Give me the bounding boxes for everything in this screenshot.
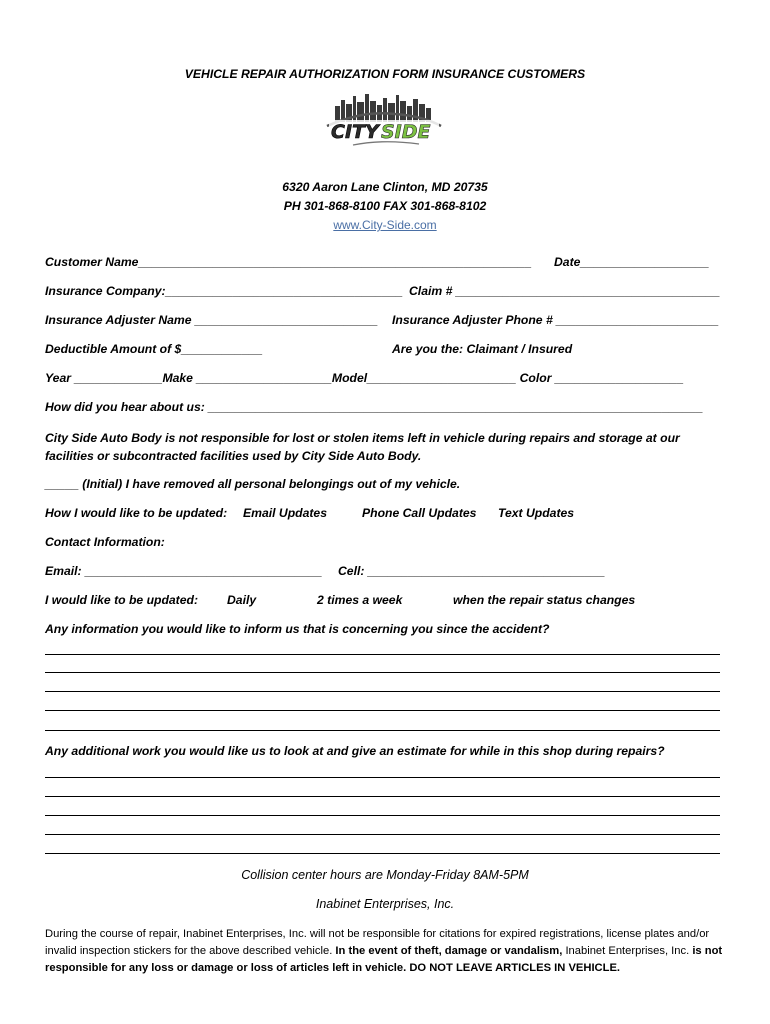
liability-disclaimer: City Side Auto Body is not responsible for lost or stolen items left in vehicle during repairs and storage at our facilities or subcontracted facilities used by City Side Auto Body.	[45, 431, 680, 463]
fine-print-text-1: During the course of repair, Inabinet Enterprises, Inc. will not be responsible for citations for expired registrations, license plates and/or invalid inspection stickers for the above described vehicle.	[45, 928, 710, 957]
address-line-2: PH 301-868-8100 FAX 301-868-8102	[283, 199, 487, 213]
website-link[interactable]: www.City-Side.com	[333, 218, 437, 232]
answer-line[interactable]	[45, 796, 720, 797]
vehicle-info-field[interactable]: Year _____________Make ____________________Model______________________ Color ___________________	[45, 371, 684, 385]
claim-number-field[interactable]: Claim # _______________________________________	[409, 284, 721, 298]
insurance-company-field[interactable]: Insurance Company:___________________________________	[45, 284, 403, 298]
answer-line[interactable]	[45, 672, 720, 673]
answer-line[interactable]	[45, 654, 720, 655]
adjuster-name-field[interactable]: Insurance Adjuster Name ___________________________	[45, 313, 378, 327]
additional-work-question: Any additional work you would like us to look at and give an estimate for while in this shop during repairs?	[45, 744, 665, 758]
date-field[interactable]: Date___________________	[554, 255, 710, 269]
cityside-logo	[323, 92, 445, 150]
contact-info-label: Contact Information:	[45, 535, 165, 549]
fine-print-bold-1: In the event of theft, damage or vandalism,	[335, 945, 563, 957]
referral-source-field[interactable]: How did you hear about us: _________________________________________________________________________	[45, 400, 703, 414]
business-hours: Collision center hours are Monday-Friday 8AM-5PM	[241, 868, 529, 882]
option-daily[interactable]: Daily	[227, 593, 257, 607]
update-method-label: How I would like to be updated:	[45, 506, 228, 520]
customer-name-field[interactable]: Customer Name__________________________________________________________	[45, 255, 532, 269]
accident-info-question: Any information you would like to inform us that is concerning you since the accident?	[45, 622, 550, 636]
email-field[interactable]: Email: ___________________________________	[45, 564, 323, 578]
svg-text:SIDE: SIDE	[381, 121, 431, 143]
cell-field[interactable]: Cell: ___________________________________	[338, 564, 606, 578]
adjuster-phone-field[interactable]: Insurance Adjuster Phone # ________________________	[392, 313, 719, 327]
address-line-1: 6320 Aaron Lane Clinton, MD 20735	[282, 180, 488, 194]
option-text-updates[interactable]: Text Updates	[498, 506, 575, 520]
answer-line[interactable]	[45, 730, 720, 731]
option-phone-call-updates[interactable]: Phone Call Updates	[362, 506, 477, 520]
claimant-insured-choice[interactable]: Are you the: Claimant / Insured	[392, 342, 573, 356]
answer-line[interactable]	[45, 853, 720, 854]
option-status-changes[interactable]: when the repair status changes	[453, 593, 636, 607]
svg-text:CITY: CITY	[331, 121, 379, 143]
initial-belongings-field[interactable]: _____ (Initial) I have removed all personal belongings out of my vehicle.	[45, 477, 461, 491]
answer-line[interactable]	[45, 710, 720, 711]
answer-line[interactable]	[45, 834, 720, 835]
deductible-field[interactable]: Deductible Amount of $____________	[45, 342, 263, 356]
answer-line[interactable]	[45, 691, 720, 692]
fine-print-bold-2: is not responsible for any loss or damage or loss of articles left in vehicle. DO NOT LEAVE ARTICLES IN VEHICLE.	[45, 945, 723, 974]
fine-print-text-2: Inabinet Enterprises, Inc.	[565, 945, 690, 957]
option-email-updates[interactable]: Email Updates	[243, 506, 327, 520]
company-name: Inabinet Enterprises, Inc.	[315, 897, 455, 911]
answer-line[interactable]	[45, 777, 720, 778]
option-twice-weekly[interactable]: 2 times a week	[317, 593, 403, 607]
update-frequency-label: I would like to be updated:	[45, 593, 199, 607]
answer-line[interactable]	[45, 815, 720, 816]
fine-print	[45, 926, 730, 977]
form-title: VEHICLE REPAIR AUTHORIZATION FORM INSURANCE CUSTOMERS	[184, 67, 586, 81]
